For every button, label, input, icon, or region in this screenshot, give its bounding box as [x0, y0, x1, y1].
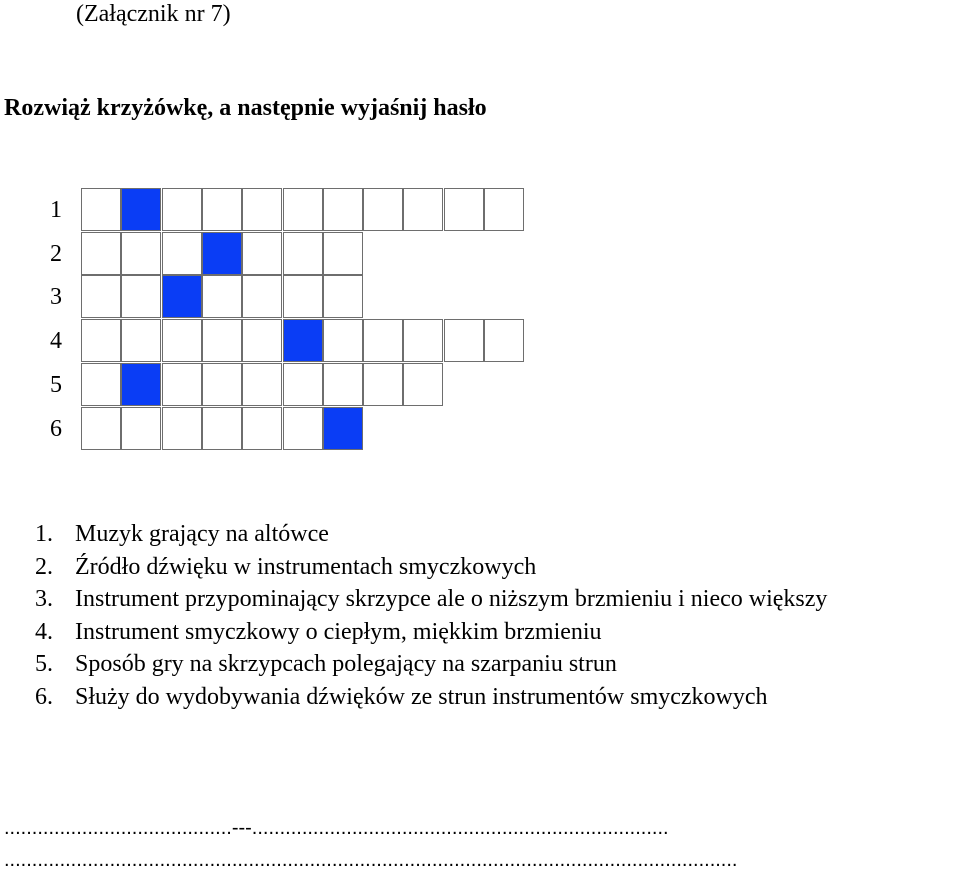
answer-line: .........................................---...........................................................................	[4, 817, 669, 839]
crossword-cell[interactable]	[121, 407, 161, 450]
crossword-cell[interactable]	[283, 232, 323, 275]
crossword-cell[interactable]	[121, 232, 161, 275]
crossword-cell[interactable]	[162, 407, 202, 450]
clue-number: 2.	[35, 553, 53, 580]
row-number: 2	[50, 241, 62, 267]
crossword-cell[interactable]	[162, 319, 202, 362]
crossword-cell[interactable]	[444, 319, 484, 362]
row-number: 3	[50, 284, 62, 310]
crossword-cell[interactable]	[484, 188, 524, 231]
clue-item	[35, 583, 827, 616]
clue-number: 1.	[35, 521, 53, 547]
clue-item	[35, 616, 827, 649]
crossword-cell[interactable]	[242, 319, 282, 362]
crossword-cell[interactable]	[484, 319, 524, 362]
crossword-cell[interactable]	[81, 275, 121, 318]
clue-list	[35, 518, 827, 714]
crossword-cell[interactable]	[363, 363, 403, 406]
clue-item	[35, 518, 827, 551]
crossword-cell[interactable]	[81, 407, 121, 450]
crossword-cell[interactable]	[363, 319, 403, 362]
crossword-cell[interactable]	[323, 275, 363, 318]
row-number: 1	[50, 197, 62, 223]
clue-text: Źródło dźwięku w instrumentach smyczkowych	[75, 553, 537, 580]
crossword-cell[interactable]	[242, 232, 282, 275]
clue-text: Służy do wydobywania dźwięków ze strun instrumentów smyczkowych	[75, 683, 768, 710]
crossword-cell[interactable]	[283, 275, 323, 318]
row-number: 5	[50, 372, 62, 398]
crossword-cell[interactable]	[403, 319, 443, 362]
crossword-cell[interactable]	[363, 188, 403, 231]
crossword-cell[interactable]	[81, 319, 121, 362]
crossword-cell[interactable]	[242, 275, 282, 318]
crossword-cell[interactable]	[242, 407, 282, 450]
crossword-cell[interactable]	[323, 232, 363, 275]
clue-text: Instrument przypominający skrzypce ale o niższym brzmieniu i nieco większy	[75, 586, 828, 613]
crossword-cell[interactable]	[323, 188, 363, 231]
crossword-cell[interactable]	[283, 363, 323, 406]
row-number: 6	[50, 416, 62, 442]
crossword-cell[interactable]	[121, 319, 161, 362]
appendix-label: (Załącznik nr 7)	[76, 1, 231, 27]
crossword-key-cell[interactable]	[202, 232, 242, 275]
crossword-cell[interactable]	[403, 363, 443, 406]
clue-number: 5.	[35, 651, 53, 678]
crossword-cell[interactable]	[283, 407, 323, 450]
crossword-cell[interactable]	[323, 363, 363, 406]
clue-number: 4.	[35, 618, 53, 645]
crossword-cell[interactable]	[444, 188, 484, 231]
clue-item	[35, 551, 827, 584]
crossword-cell[interactable]	[202, 363, 242, 406]
clue-text: Instrument smyczkowy o ciepłym, miękkim brzmieniu	[75, 618, 602, 645]
crossword-cell[interactable]	[162, 188, 202, 231]
clue-item	[35, 648, 827, 681]
crossword-cell[interactable]	[81, 188, 121, 231]
crossword-cell[interactable]	[162, 232, 202, 275]
crossword-cell[interactable]	[202, 407, 242, 450]
clue-text: Muzyk grający na altówce	[75, 521, 329, 547]
crossword-cell[interactable]	[81, 232, 121, 275]
crossword-key-cell[interactable]	[323, 407, 363, 450]
crossword-cell[interactable]	[403, 188, 443, 231]
crossword-cell[interactable]	[323, 319, 363, 362]
crossword-key-cell[interactable]	[121, 188, 161, 231]
clue-number: 3.	[35, 586, 53, 613]
answer-line: ....................................................................................................................................	[4, 849, 738, 871]
clue-number: 6.	[35, 683, 53, 710]
crossword-cell[interactable]	[242, 363, 282, 406]
crossword-cell[interactable]	[283, 188, 323, 231]
crossword-cell[interactable]	[202, 188, 242, 231]
crossword-cell[interactable]	[121, 275, 161, 318]
crossword-key-cell[interactable]	[283, 319, 323, 362]
crossword-cell[interactable]	[202, 275, 242, 318]
crossword-key-cell[interactable]	[162, 275, 202, 318]
crossword-cell[interactable]	[242, 188, 282, 231]
crossword-cell[interactable]	[202, 319, 242, 362]
row-number: 4	[50, 328, 62, 354]
crossword-key-cell[interactable]	[121, 363, 161, 406]
clue-item	[35, 681, 827, 714]
clue-text: Sposób gry na skrzypcach polegający na szarpaniu strun	[75, 651, 617, 678]
crossword-cell[interactable]	[162, 363, 202, 406]
crossword-cell[interactable]	[81, 363, 121, 406]
task-heading: Rozwiąż krzyżówkę, a następnie wyjaśnij hasło	[4, 95, 487, 121]
